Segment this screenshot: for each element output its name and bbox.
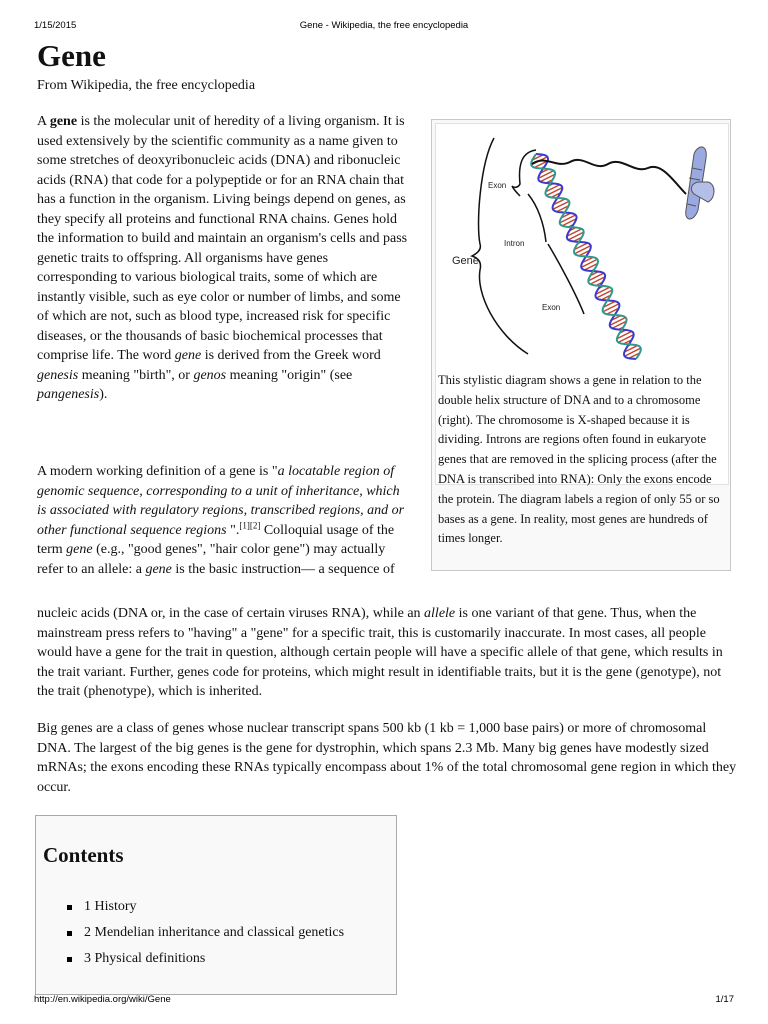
allele-paragraph: nucleic acids (DNA or, in the case of certain viruses RNA), while an allele is one variant of that gene. Thus, when the mainstream press refers to "having" a "gene" for a specific trait, this is customarily inaccurate. In most cases, all people would have a gene for the trait in question, although certain people will have a specific allele of that gene, which results in the trait variant. Further, genes code for proteins, which might result in identifiable traits, but it is the gene (genotype), not the trait (phenotype), which is inherited. [37,606,723,699]
helix-strand-b [531,154,641,359]
toc-item-history[interactable]: 1 History [64,894,344,920]
infobox-caption: This stylistic diagram shows a gene in relation to the double helix structure of DNA and to a chromosome (right). The chromosome is X-shaped because it is dividing. Introns are regions often found in eukaryote genes that are removed in the splicing process (after the DNA is transcribed into RNA): Only the exons encode the protein. The diagram labels a region of only 55 or so bases as a gene. In reality, most genes are hundreds of times longer. [438,373,720,546]
gene-diagram [436,124,728,368]
intro-paragraph: A gene is the molecular unit of heredity of a living organism. It is used extensively by the scientific community as a name given to some stretches of deoxyribonucleic acids (DNA) and ribonucleic acids (RNA) that code for a polypeptide or for an RNA chain that has a function in the organism. Living beings depend on genes, as they specify all proteins and functional RNA chains. Genes hold the information to build and maintain an organism's cells and pass genetic traits to offspring. All organisms have genes corresponding to various biological traits, some of which are instantly visible, such as eye color or number of limbs, and some of which are not, such as blood type, increased risk for specific diseases, or the thousands of basic biochemical processes that comprise life. The word gene is derived from the Greek word genesis meaning "birth", or genos meaning "origin" (see pangenesis). [37,114,408,402]
chromosome-icon [686,147,714,219]
pangenesis-link[interactable]: pangenesis [37,387,100,402]
toc-item-mendelian[interactable]: 2 Mendelian inheritance and classical genetics [64,920,344,946]
intron-label: Intron [504,239,525,248]
term-gene: gene [49,114,78,129]
contents-title: Contents [43,843,124,867]
print-date: 1/15/2015 [34,20,77,31]
infobox [431,119,731,571]
big-genes-paragraph: Big genes are a class of genes whose nuclear transcript spans 500 kb (1 kb = 1,000 base pairs) or more of chromosomal DNA. The largest of the big genes is the gene for dystrophin, which spans 2.3 Mb. Many big genes have modestly sized mRNAs; the exons encoding these RNAs typically encompass about 1% of the total chromosomal gene region in which they occur. [37,721,737,795]
print-url: http://en.wikipedia.org/wiki/Gene [34,994,171,1005]
toc-list [64,894,344,972]
page-title: Gene [37,38,106,73]
gene-label: Gene [452,255,479,267]
exon-label-top: Exon [488,181,507,190]
page-subtitle: From Wikipedia, the free encyclopedia [37,78,256,93]
print-page-number: 1/17 [715,994,734,1005]
toc-item-physical-definitions[interactable]: 3 Physical definitions [64,946,344,972]
definition-paragraph: A modern working definition of a gene is "a locatable region of genomic sequence, corresponding to a unit of inheritance, which is associated with regulatory regions, transcribed regions, and or other functional sequence regions ".[1][2] Colloquial usage of the term gene (e.g., "good genes", "hair color gene") may actually refer to an allele: a gene is the basic instruction— a sequence of [37,464,405,577]
exon-label-bottom: Exon [542,303,561,312]
table-of-contents [35,815,397,995]
reference-1-link[interactable]: [1] [239,519,250,530]
intron-bracket [528,194,546,242]
reference-2-link[interactable]: [2] [249,519,261,530]
print-page-title: Gene - Wikipedia, the free encyclopedia [299,20,469,31]
